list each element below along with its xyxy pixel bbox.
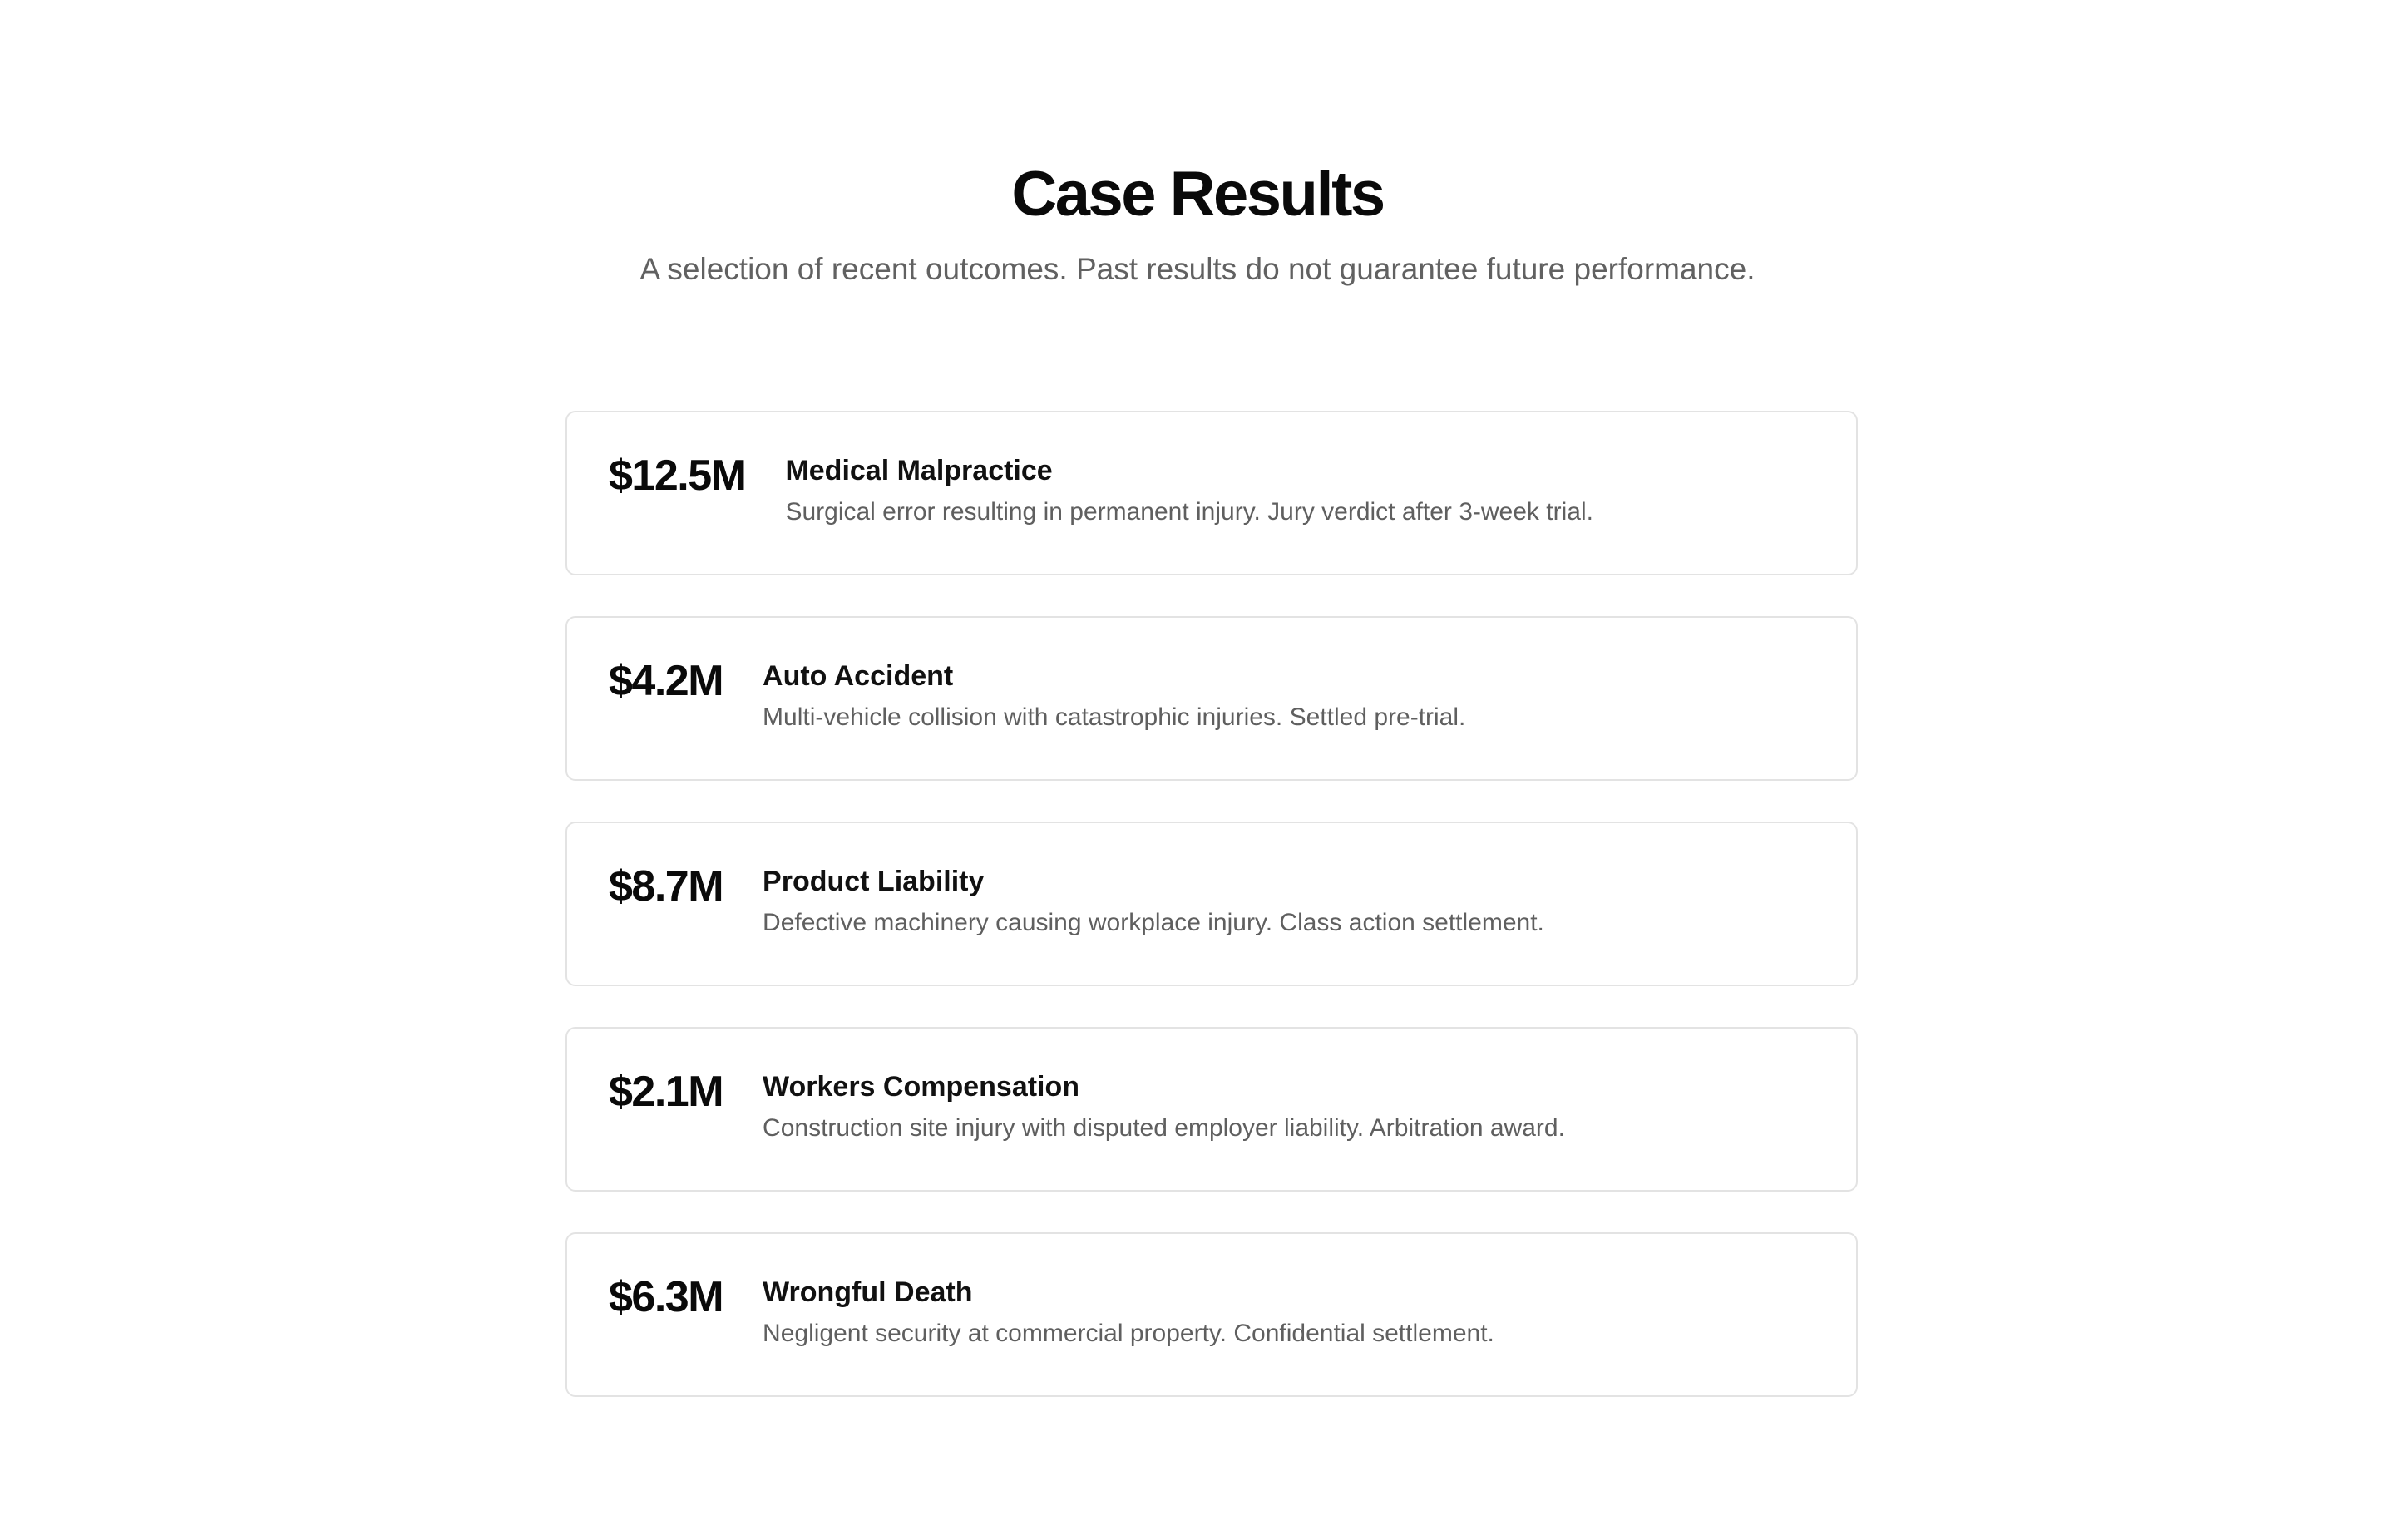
case-description: Multi-vehicle collision with catastrophic injuries. Settled pre-trial.: [763, 703, 1466, 731]
case-amount: $4.2M: [609, 657, 723, 705]
case-info: [763, 1067, 1565, 1145]
case-amount: $2.1M: [609, 1068, 723, 1116]
case-results-list: [565, 411, 1858, 1438]
case-amount: $12.5M: [609, 452, 746, 500]
case-description: Surgical error resulting in permanent injury. Jury verdict after 3-week trial.: [785, 498, 1593, 526]
case-amount: $6.3M: [609, 1273, 723, 1321]
page-title: Case Results: [1011, 159, 1384, 230]
case-description: Construction site injury with disputed employer liability. Arbitration award.: [763, 1114, 1565, 1142]
case-result-card: [565, 1027, 1858, 1192]
case-result-card: [565, 1232, 1858, 1397]
case-result-card: [565, 822, 1858, 986]
case-info: [763, 656, 1465, 734]
case-title: Medical Malpractice: [785, 455, 1053, 486]
case-title: Wrongful Death: [763, 1276, 973, 1308]
case-info: [763, 1272, 1494, 1350]
case-title: Product Liability: [763, 866, 985, 897]
page-subtitle: A selection of recent outcomes. Past results do not guarantee future performance.: [639, 252, 1756, 286]
page-header: [0, 155, 2395, 289]
case-title: Workers Compensation: [763, 1071, 1080, 1103]
case-result-card: [565, 411, 1858, 575]
case-description: Negligent security at commercial property. Confidential settlement.: [763, 1320, 1494, 1347]
case-info: [763, 861, 1544, 940]
case-title: Auto Accident: [763, 660, 954, 692]
case-amount: $8.7M: [609, 862, 723, 911]
case-description: Defective machinery causing workplace injury. Class action settlement.: [763, 909, 1544, 936]
case-info: [785, 451, 1593, 529]
case-result-card: [565, 616, 1858, 781]
